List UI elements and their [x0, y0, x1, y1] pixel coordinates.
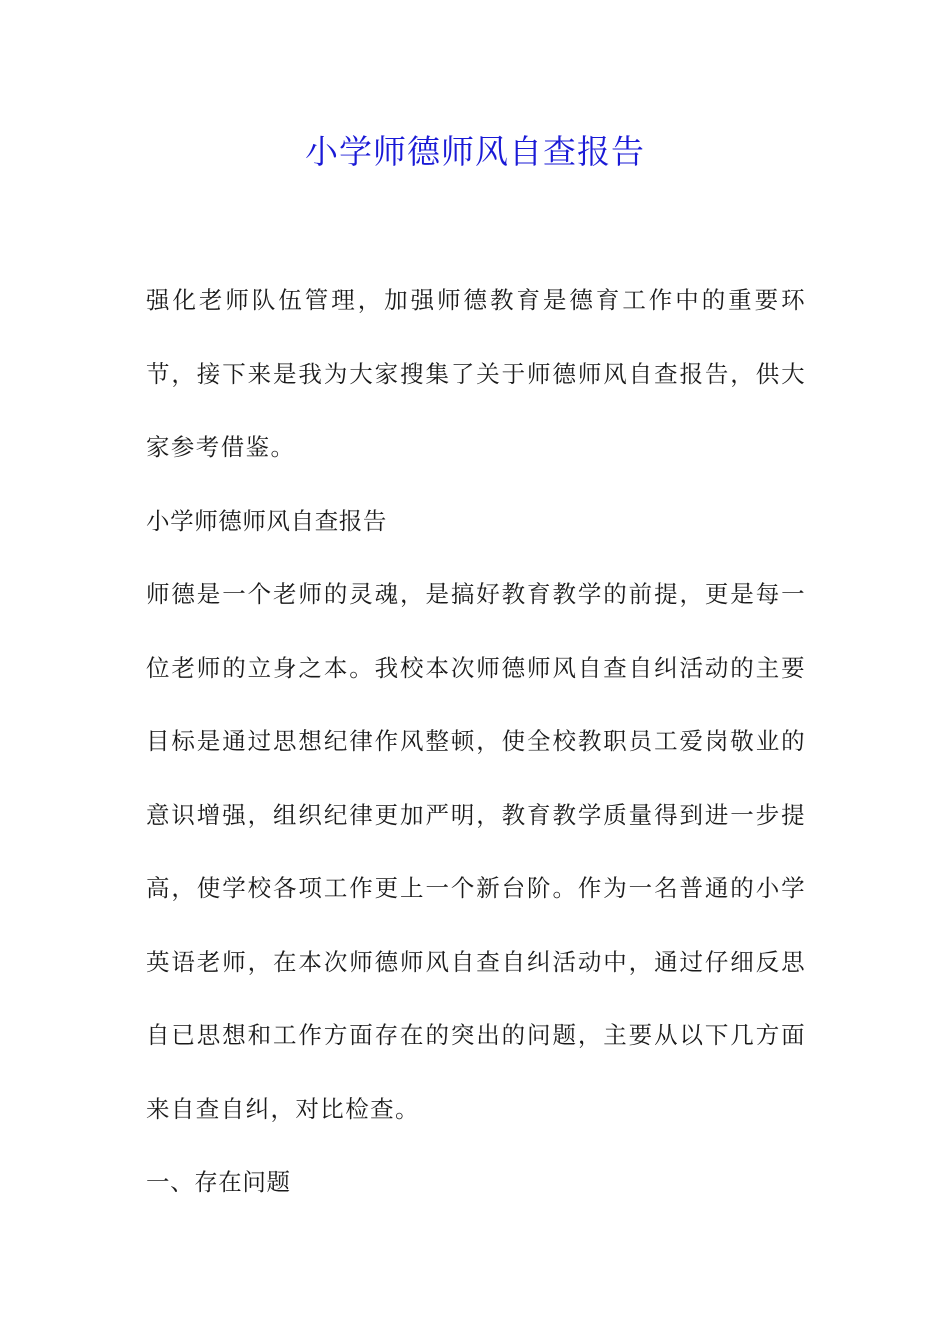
document-title: 小学师德师风自查报告 [305, 132, 645, 171]
section-title: 小学师德师风自查报告 [146, 506, 387, 535]
section-heading-problems: 一、存在问题 [146, 1168, 291, 1196]
document-body [146, 264, 806, 1220]
intro-paragraph: 强化老师队伍管理，加强师德教育是德育工作中的重要环节，接下来是我为大家搜集了关于师德师风自查报告，供大家参考借鉴。 [146, 286, 806, 461]
body-paragraph: 师德是一个老师的灵魂，是搞好教育教学的前提，更是每一位老师的立身之本。我校本次师德师风自查自纠活动的主要目标是通过思想纪律作风整顿，使全校教职员工爱岗敬业的意识增强，组织纪律更加严明，教育教学质量得到进一步提高，使学校各项工作更上一个新台阶。作为一名普通的小学英语老师，在本次师德师风自查自纠活动中，通过仔细反思自已思想和工作方面存在的突出的问题，主要从以下几方面来自查自纠，对比检查。 [146, 580, 806, 1123]
